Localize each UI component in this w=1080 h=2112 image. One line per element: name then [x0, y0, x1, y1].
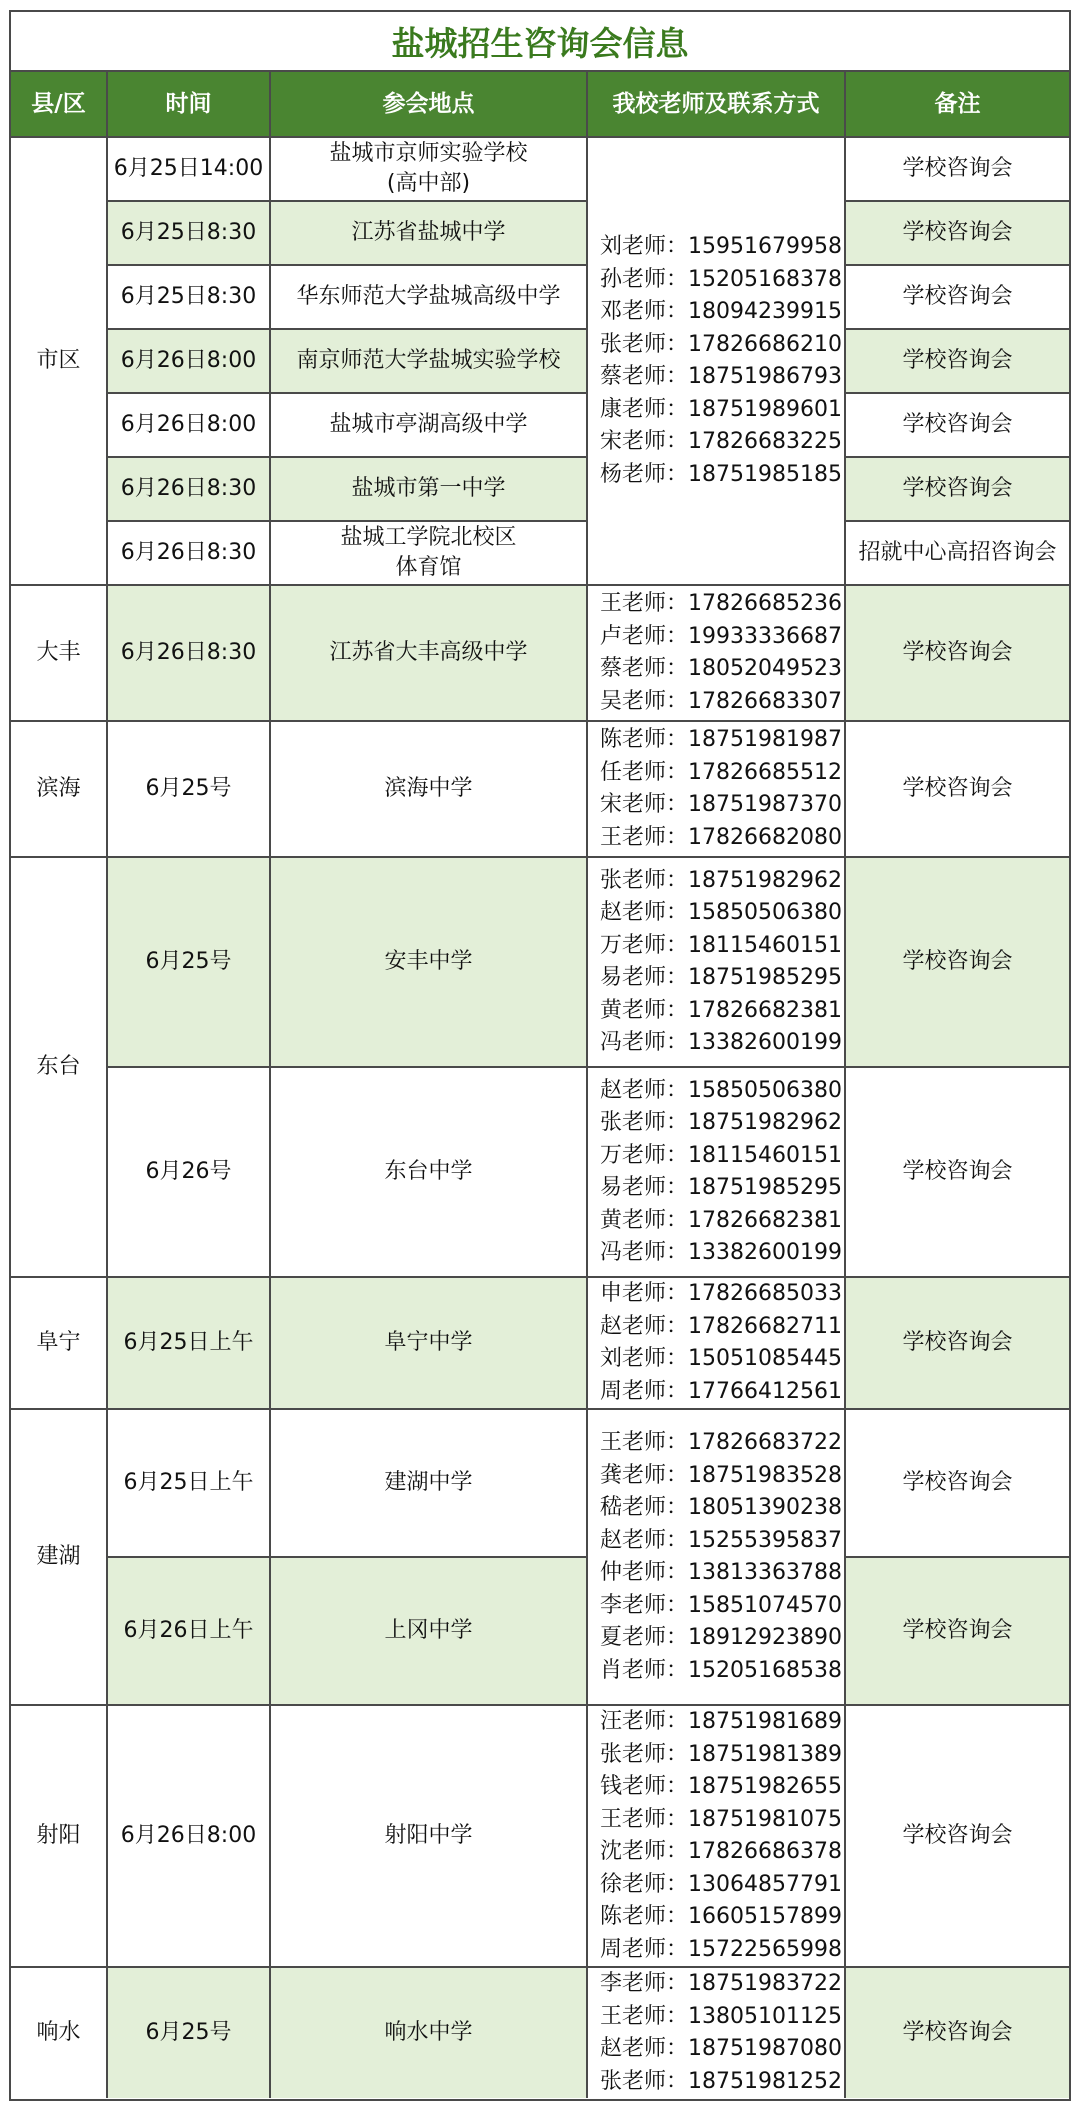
teacher-phone: 17766412561 [688, 1378, 842, 1404]
time-cell: 6月26日8:30 [107, 585, 270, 721]
teacher-name: 张老师： [600, 1741, 689, 1767]
teacher-phone: 17826686378 [688, 1839, 842, 1864]
note-cell: 学校咨询会 [845, 457, 1069, 521]
teacher-phone: 18051390238 [688, 1495, 842, 1520]
teacher-phone: 18751985295 [688, 965, 842, 990]
note-cell: 学校咨询会 [845, 1967, 1069, 2098]
location-cell [270, 857, 587, 1067]
location-line: 体育馆 [395, 555, 462, 580]
header-teachers: 我校老师及联系方式 [587, 72, 845, 137]
teacher-name: 万老师： [600, 1142, 689, 1168]
teacher-phone: 19933336687 [688, 623, 842, 649]
teacher-phone: 17826685236 [688, 591, 842, 616]
teacher-name: 孙老师： [600, 266, 689, 292]
page-title: 盐城招生咨询会信息 [11, 12, 1069, 72]
time-cell: 6月25号 [107, 1967, 270, 2098]
location-cell [270, 393, 587, 457]
consultation-table [11, 72, 1069, 2098]
table-row [11, 1705, 1069, 1967]
teacher-phone: 13805101125 [688, 2003, 842, 2029]
note-cell: 学校咨询会 [845, 1277, 1069, 1409]
time-cell: 6月26日8:30 [107, 521, 270, 585]
teacher-contact [600, 1934, 844, 1967]
teacher-name: 易老师： [600, 965, 689, 990]
location-line: 滨海中学 [384, 776, 473, 801]
location-cell [270, 721, 587, 857]
teacher-contact [600, 426, 844, 459]
teacher-name: 易老师： [600, 1175, 689, 1200]
location-cell [270, 1277, 587, 1409]
location-line: 华东师范大学盐城高级中学 [296, 284, 561, 309]
header-county: 县/区 [11, 72, 107, 137]
teacher-phone: 15951679958 [688, 234, 842, 259]
teacher-name: 申老师： [600, 1281, 689, 1306]
table-row [11, 265, 1069, 329]
teacher-phone: 15850506380 [688, 1077, 842, 1103]
teacher-contact [600, 264, 844, 297]
county-cell: 建湖 [11, 1409, 107, 1705]
teacher-contact [600, 822, 844, 855]
teacher-name: 蔡老师： [600, 364, 689, 389]
teacher-contacts-cell [587, 857, 845, 1067]
table-row [11, 137, 1069, 201]
teacher-contact [600, 459, 844, 492]
teacher-phone: 18751982655 [688, 1774, 842, 1799]
teacher-name: 龚老师： [600, 1462, 689, 1488]
teacher-name: 赵老师： [600, 1527, 689, 1553]
teacher-name: 赵老师： [600, 2036, 689, 2061]
teacher-contact [600, 1107, 844, 1140]
teacher-phone: 13382600199 [688, 1240, 842, 1265]
time-cell: 6月26日8:00 [107, 1705, 270, 1967]
teacher-name: 蔡老师： [600, 656, 689, 681]
note-cell: 学校咨询会 [845, 585, 1069, 721]
teacher-phone: 15850506380 [688, 900, 842, 925]
teacher-contacts-cell [587, 585, 845, 721]
time-cell: 6月26日8:00 [107, 329, 270, 393]
teacher-phone: 15051085445 [688, 1346, 842, 1371]
teacher-phone: 17826682381 [688, 1207, 842, 1233]
teacher-phone: 18751987370 [688, 792, 842, 817]
teacher-name: 王老师： [600, 1430, 689, 1455]
county-cell: 东台 [11, 857, 107, 1277]
location-cell [270, 585, 587, 721]
teacher-contact [600, 865, 844, 898]
location-cell [270, 1409, 587, 1557]
teacher-phone: 18751981252 [688, 2068, 842, 2094]
teacher-contacts-cell [587, 721, 845, 857]
teacher-name: 冯老师： [600, 1240, 689, 1265]
teacher-name: 康老师： [600, 396, 689, 422]
teacher-contact [600, 1557, 844, 1590]
teacher-phone: 15722565998 [688, 1936, 842, 1962]
location-line: 盐城工学院北校区 [340, 525, 517, 550]
time-cell: 6月26日上午 [107, 1557, 270, 1705]
location-cell [270, 1557, 587, 1705]
note-cell: 学校咨询会 [845, 137, 1069, 201]
teacher-phone: 15851074570 [688, 1592, 842, 1618]
time-cell: 6月25日上午 [107, 1409, 270, 1557]
teacher-phone: 18751981987 [688, 727, 842, 752]
teacher-name: 赵老师： [600, 900, 689, 925]
teacher-contact [600, 1804, 844, 1837]
teacher-contact [600, 1075, 844, 1108]
teacher-name: 夏老师： [600, 1625, 689, 1650]
teacher-name: 仲老师： [600, 1560, 689, 1585]
teacher-phone: 16605157899 [688, 1904, 842, 1929]
teacher-contacts-cell [587, 137, 845, 585]
table-row [11, 721, 1069, 857]
location-line: 东台中学 [384, 1159, 473, 1184]
teacher-name: 张老师： [600, 2068, 689, 2094]
time-cell: 6月25号 [107, 857, 270, 1067]
location-cell [270, 329, 587, 393]
note-cell: 学校咨询会 [845, 1557, 1069, 1705]
teacher-contacts-cell [587, 1277, 845, 1409]
teacher-name: 李老师： [600, 1971, 689, 1996]
teacher-contact [600, 621, 844, 654]
location-cell [270, 521, 587, 585]
location-line: 响水中学 [384, 2020, 473, 2045]
teacher-contact [600, 1771, 844, 1804]
teacher-name: 周老师： [600, 1378, 689, 1404]
table-row [11, 1277, 1069, 1409]
teacher-name: 张老师： [600, 1110, 689, 1135]
table-row [11, 201, 1069, 265]
teacher-contact [600, 231, 844, 264]
teacher-name: 王老师： [600, 591, 689, 616]
teacher-contact [600, 361, 844, 394]
teacher-phone: 13064857791 [688, 1871, 842, 1897]
teacher-name: 陈老师： [600, 1904, 689, 1929]
note-cell: 学校咨询会 [845, 201, 1069, 265]
header-location: 参会地点 [270, 72, 587, 137]
note-cell: 学校咨询会 [845, 1409, 1069, 1557]
location-cell [270, 1705, 587, 1967]
teacher-name: 黄老师： [600, 1207, 689, 1233]
teacher-phone: 17826683307 [688, 688, 842, 714]
teacher-phone: 15255395837 [688, 1527, 842, 1553]
teacher-contact [600, 329, 844, 362]
teacher-contact [600, 588, 844, 621]
note-cell: 招就中心高招咨询会 [845, 521, 1069, 585]
location-line: 盐城市京师实验学校 [329, 141, 528, 166]
time-cell: 6月25日14:00 [107, 137, 270, 201]
teacher-contact [600, 653, 844, 686]
table-row [11, 1967, 1069, 2098]
location-cell [270, 265, 587, 329]
teacher-contact [600, 1706, 844, 1739]
county-cell: 大丰 [11, 585, 107, 721]
teacher-phone: 17826686210 [688, 331, 842, 357]
teacher-name: 冯老师： [600, 1030, 689, 1055]
teacher-contact [600, 1901, 844, 1934]
teacher-contact [600, 1655, 844, 1688]
teacher-phone: 15205168378 [688, 266, 842, 292]
teacher-name: 沈老师： [600, 1839, 689, 1864]
location-cell [270, 201, 587, 265]
teacher-phone: 18751982962 [688, 1110, 842, 1135]
teacher-contacts-cell [587, 1409, 845, 1705]
teacher-contact [600, 1525, 844, 1558]
teacher-phone: 18751983722 [688, 1971, 842, 1996]
teacher-contacts-cell [587, 1705, 845, 1967]
teacher-contact [600, 2066, 844, 2099]
location-line: 阜宁中学 [384, 1330, 473, 1355]
time-cell: 6月25日上午 [107, 1277, 270, 1409]
teacher-phone: 18094239915 [688, 299, 842, 324]
header-note: 备注 [845, 72, 1069, 137]
note-cell: 学校咨询会 [845, 265, 1069, 329]
time-cell: 6月26号 [107, 1067, 270, 1277]
teacher-phone: 13382600199 [688, 1030, 842, 1055]
teacher-name: 吴老师： [600, 688, 689, 714]
header-time: 时间 [107, 72, 270, 137]
teacher-name: 刘老师： [600, 1346, 689, 1371]
location-line: 建湖中学 [384, 1470, 473, 1495]
county-cell: 射阳 [11, 1705, 107, 1967]
teacher-name: 王老师： [600, 2003, 689, 2029]
teacher-phone: 18052049523 [688, 656, 842, 681]
teacher-name: 邓老师： [600, 299, 689, 324]
teacher-name: 李老师： [600, 1592, 689, 1618]
location-line: 上冈中学 [384, 1618, 473, 1643]
location-line: 江苏省盐城中学 [351, 220, 506, 245]
time-cell: 6月26日8:30 [107, 457, 270, 521]
teacher-contacts-cell [587, 1067, 845, 1277]
table-row [11, 393, 1069, 457]
teacher-name: 卢老师： [600, 623, 689, 649]
table-row [11, 1409, 1069, 1557]
teacher-contact [600, 1205, 844, 1238]
teacher-phone: 17826685512 [688, 759, 842, 785]
teacher-contact [600, 930, 844, 963]
teacher-contact [600, 1739, 844, 1772]
teacher-phone: 17826682711 [688, 1313, 842, 1339]
teacher-name: 任老师： [600, 759, 689, 785]
teacher-phone: 17826682080 [688, 824, 842, 850]
teacher-name: 宋老师： [600, 792, 689, 817]
teacher-phone: 18912923890 [688, 1625, 842, 1650]
teacher-name: 嵇老师： [600, 1495, 689, 1520]
teacher-contact [600, 1836, 844, 1869]
teacher-name: 王老师： [600, 1806, 689, 1832]
teacher-phone: 18751981075 [688, 1806, 842, 1832]
county-cell: 市区 [11, 137, 107, 585]
teacher-contact [600, 1311, 844, 1344]
location-line: 江苏省大丰高级中学 [329, 640, 528, 665]
location-line: (高中部) [386, 171, 471, 196]
time-cell: 6月25号 [107, 721, 270, 857]
teacher-contact [600, 296, 844, 329]
teacher-name: 赵老师： [600, 1313, 689, 1339]
header-row [11, 72, 1069, 137]
location-line: 盐城市第一中学 [351, 476, 506, 501]
teacher-contact [600, 1237, 844, 1270]
teacher-contact [600, 724, 844, 757]
note-cell: 学校咨询会 [845, 721, 1069, 857]
teacher-phone: 18751981389 [688, 1741, 842, 1767]
teacher-contact [600, 394, 844, 427]
teacher-phone: 17826682381 [688, 997, 842, 1023]
time-cell: 6月25日8:30 [107, 265, 270, 329]
teacher-contact [600, 1172, 844, 1205]
teacher-contact [600, 1427, 844, 1460]
teacher-contact [600, 897, 844, 930]
teacher-phone: 17826683722 [688, 1430, 842, 1455]
teacher-name: 赵老师： [600, 1077, 689, 1103]
teacher-phone: 17826683225 [688, 429, 842, 454]
teacher-phone: 18751982962 [688, 867, 842, 893]
teacher-phone: 18115460151 [688, 1142, 842, 1168]
location-cell [270, 1067, 587, 1277]
note-cell: 学校咨询会 [845, 1705, 1069, 1967]
teacher-phone: 15205168538 [688, 1657, 842, 1683]
note-cell: 学校咨询会 [845, 1067, 1069, 1277]
table-row [11, 857, 1069, 1067]
teacher-contact [600, 1460, 844, 1493]
teacher-name: 黄老师： [600, 997, 689, 1023]
teacher-name: 刘老师： [600, 234, 689, 259]
teacher-contact [600, 2033, 844, 2066]
teacher-contact [600, 2001, 844, 2034]
teacher-name: 王老师： [600, 824, 689, 850]
table-row [11, 521, 1069, 585]
teacher-phone: 18751989601 [688, 396, 842, 422]
table-row [11, 1557, 1069, 1705]
teacher-name: 宋老师： [600, 429, 689, 454]
table-row [11, 1067, 1069, 1277]
county-cell: 滨海 [11, 721, 107, 857]
teacher-contact [600, 789, 844, 822]
teacher-name: 张老师： [600, 331, 689, 357]
teacher-phone: 18751985295 [688, 1175, 842, 1200]
location-cell [270, 1967, 587, 2098]
teacher-phone: 18751983528 [688, 1462, 842, 1488]
teacher-name: 钱老师： [600, 1774, 689, 1799]
teacher-name: 徐老师： [600, 1871, 689, 1897]
teacher-name: 周老师： [600, 1936, 689, 1962]
note-cell: 学校咨询会 [845, 857, 1069, 1067]
location-cell [270, 457, 587, 521]
teacher-contacts-cell [587, 1967, 845, 2098]
time-cell: 6月25日8:30 [107, 201, 270, 265]
table-body [11, 137, 1069, 2098]
teacher-contact [600, 1492, 844, 1525]
location-line: 射阳中学 [384, 1823, 473, 1848]
teacher-phone: 13813363788 [688, 1560, 842, 1585]
teacher-phone: 18751986793 [688, 364, 842, 389]
teacher-name: 汪老师： [600, 1709, 689, 1734]
note-cell: 学校咨询会 [845, 329, 1069, 393]
teacher-contact [600, 1622, 844, 1655]
location-cell [270, 137, 587, 201]
teacher-phone: 18115460151 [688, 932, 842, 958]
teacher-name: 张老师： [600, 867, 689, 893]
table-row [11, 457, 1069, 521]
location-line: 盐城市亭湖高级中学 [329, 412, 528, 437]
teacher-contact [600, 1968, 844, 2001]
teacher-name: 杨老师： [600, 461, 689, 487]
teacher-contact [600, 962, 844, 995]
teacher-phone: 17826685033 [688, 1281, 842, 1306]
teacher-contact [600, 757, 844, 790]
teacher-phone: 18751981689 [688, 1709, 842, 1734]
county-cell: 阜宁 [11, 1277, 107, 1409]
teacher-contact [600, 1590, 844, 1623]
table-row [11, 329, 1069, 393]
teacher-phone: 18751987080 [688, 2036, 842, 2061]
teacher-contact [600, 686, 844, 719]
teacher-contact [600, 1376, 844, 1409]
table-row [11, 585, 1069, 721]
note-cell: 学校咨询会 [845, 393, 1069, 457]
teacher-contact [600, 1869, 844, 1902]
teacher-contact [600, 1027, 844, 1060]
teacher-name: 陈老师： [600, 727, 689, 752]
teacher-contact [600, 1140, 844, 1173]
teacher-name: 肖老师： [600, 1657, 689, 1683]
time-cell: 6月26日8:00 [107, 393, 270, 457]
info-sheet [9, 10, 1071, 2101]
teacher-contact [600, 1278, 844, 1311]
county-cell: 响水 [11, 1967, 107, 2098]
teacher-name: 万老师： [600, 932, 689, 958]
teacher-contact [600, 1343, 844, 1376]
location-line: 南京师范大学盐城实验学校 [296, 348, 561, 373]
teacher-phone: 18751985185 [688, 461, 842, 487]
teacher-contact [600, 995, 844, 1028]
location-line: 安丰中学 [384, 949, 473, 974]
